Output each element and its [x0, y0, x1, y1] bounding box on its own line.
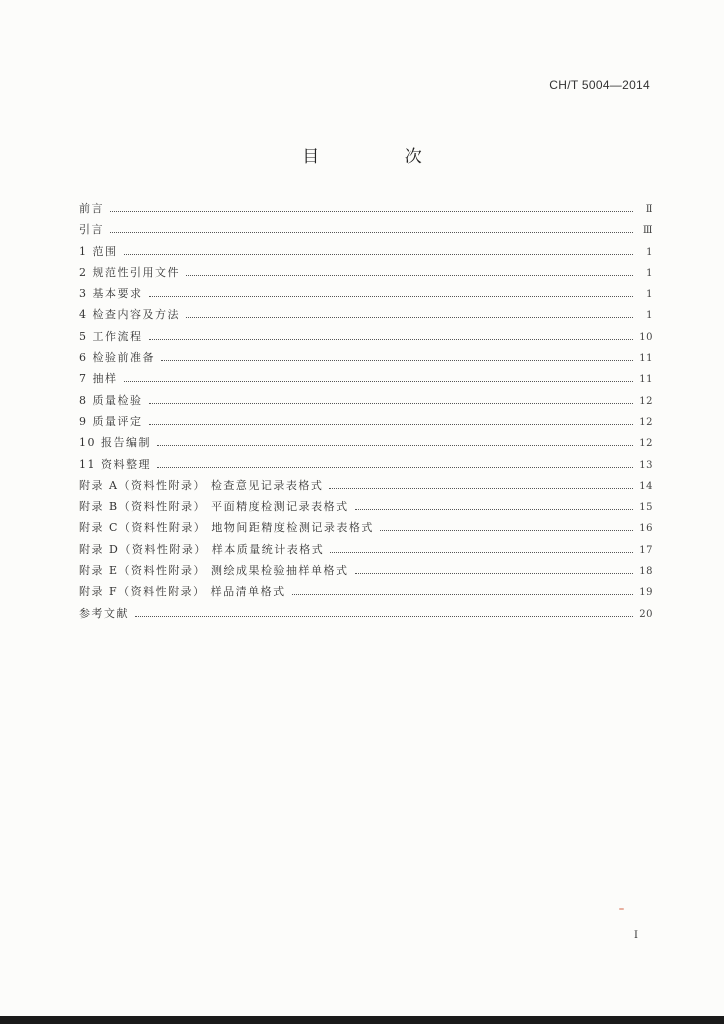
toc-entry[interactable] [79, 243, 653, 264]
toc-leader-dots [186, 316, 633, 318]
toc-entry-label: 6 检验前准备 [79, 351, 155, 365]
toc-entry[interactable] [79, 306, 653, 327]
toc-entry-page: 1 [646, 246, 653, 258]
toc-entry-label: 附录 A（资料性附录） 检查意见记录表格式 [79, 478, 324, 492]
toc-entry-page: 12 [639, 416, 653, 428]
toc-entry[interactable] [79, 477, 653, 498]
toc-entry-page: 11 [639, 353, 653, 365]
page-title: 目 次 [302, 147, 462, 167]
toc-entry-label: 前言 [79, 202, 104, 215]
toc-entry-label: 11 资料整理 [79, 457, 151, 471]
toc-entry-page: 12 [639, 438, 653, 450]
toc-leader-dots [124, 380, 634, 382]
toc-entry[interactable] [79, 541, 653, 562]
toc-entry-page: 17 [639, 544, 653, 556]
toc-entry-page: 10 [639, 331, 653, 343]
scan-speck [619, 908, 624, 910]
toc-leader-dots [149, 402, 634, 404]
toc-entry-label: 10 报告编制 [79, 436, 151, 450]
toc-entry[interactable] [79, 456, 653, 477]
toc-leader-dots [355, 508, 633, 510]
toc-entry-label: 9 质量评定 [79, 414, 143, 428]
toc-entry-label: 1 范围 [79, 244, 118, 258]
toc-leader-dots [149, 295, 634, 297]
toc-entry-page: 12 [639, 395, 653, 407]
toc-entry-page: 18 [639, 566, 653, 578]
toc-entry-page: Ⅱ [645, 204, 653, 215]
toc-entry-page: 13 [639, 459, 653, 471]
toc-entry-page: 1 [646, 289, 653, 301]
page-number: I [634, 930, 638, 941]
toc-entry-page: 15 [639, 502, 653, 514]
toc-entry-page: 1 [646, 267, 653, 279]
toc-leader-dots [110, 231, 633, 233]
toc-entry[interactable] [79, 519, 653, 540]
toc-entry-page: 1 [646, 310, 653, 322]
toc-entry-label: 附录 B（资料性附录） 平面精度检测记录表格式 [79, 500, 349, 514]
toc-entry[interactable] [79, 605, 653, 626]
toc-entry-label: 4 检查内容及方法 [79, 308, 180, 322]
toc-leader-dots [292, 593, 633, 595]
toc-leader-dots [135, 615, 633, 617]
toc-leader-dots [124, 253, 634, 255]
toc-entry-label: 附录 D（资料性附录） 样本质量统计表格式 [79, 542, 325, 556]
toc-leader-dots [149, 423, 634, 425]
toc-leader-dots [329, 487, 633, 489]
toc-entry-page: 20 [639, 608, 653, 620]
toc-leader-dots [110, 210, 633, 212]
toc-entry-label: 5 工作流程 [79, 329, 143, 343]
toc-entry[interactable] [79, 221, 653, 242]
standard-code: CH/T 5004—2014 [549, 78, 650, 92]
scan-edge [0, 1016, 724, 1024]
toc-entry-label: 8 质量检验 [79, 393, 143, 407]
toc-entry[interactable] [79, 200, 653, 221]
toc-leader-dots [186, 274, 633, 276]
toc-entry-label: 参考文献 [79, 606, 129, 620]
toc-entry[interactable] [79, 370, 653, 391]
toc-entry-page: 19 [639, 587, 653, 599]
toc-entry[interactable] [79, 562, 653, 583]
toc-entry[interactable] [79, 498, 653, 519]
toc-leader-dots [380, 529, 633, 531]
toc-entry-page: 11 [639, 374, 653, 386]
toc-entry-page: 14 [639, 480, 653, 492]
toc-entry-label: 附录 C（资料性附录） 地物间距精度检测记录表格式 [79, 521, 374, 535]
table-of-contents [79, 200, 653, 626]
toc-entry-page: 16 [639, 523, 653, 535]
toc-entry-label: 7 抽样 [79, 372, 118, 386]
toc-leader-dots [330, 551, 633, 553]
toc-entry[interactable] [79, 349, 653, 370]
toc-entry[interactable] [79, 285, 653, 306]
toc-leader-dots [149, 338, 634, 340]
toc-entry-page: Ⅲ [642, 225, 653, 237]
toc-leader-dots [355, 572, 633, 574]
toc-entry-label: 附录 F（资料性附录） 样品清单格式 [79, 585, 286, 599]
toc-entry[interactable] [79, 264, 653, 285]
toc-leader-dots [157, 444, 633, 446]
toc-entry-label: 3 基本要求 [79, 287, 143, 301]
toc-entry-label: 附录 E（资料性附录） 测绘成果检验抽样单格式 [79, 564, 349, 578]
toc-leader-dots [157, 466, 633, 468]
toc-entry[interactable] [79, 392, 653, 413]
toc-entry-label: 引言 [79, 223, 104, 237]
toc-entry[interactable] [79, 434, 653, 455]
toc-entry-label: 2 规范性引用文件 [79, 265, 180, 279]
toc-leader-dots [161, 359, 633, 361]
toc-entry[interactable] [79, 583, 653, 604]
toc-entry[interactable] [79, 328, 653, 349]
toc-entry[interactable] [79, 413, 653, 434]
